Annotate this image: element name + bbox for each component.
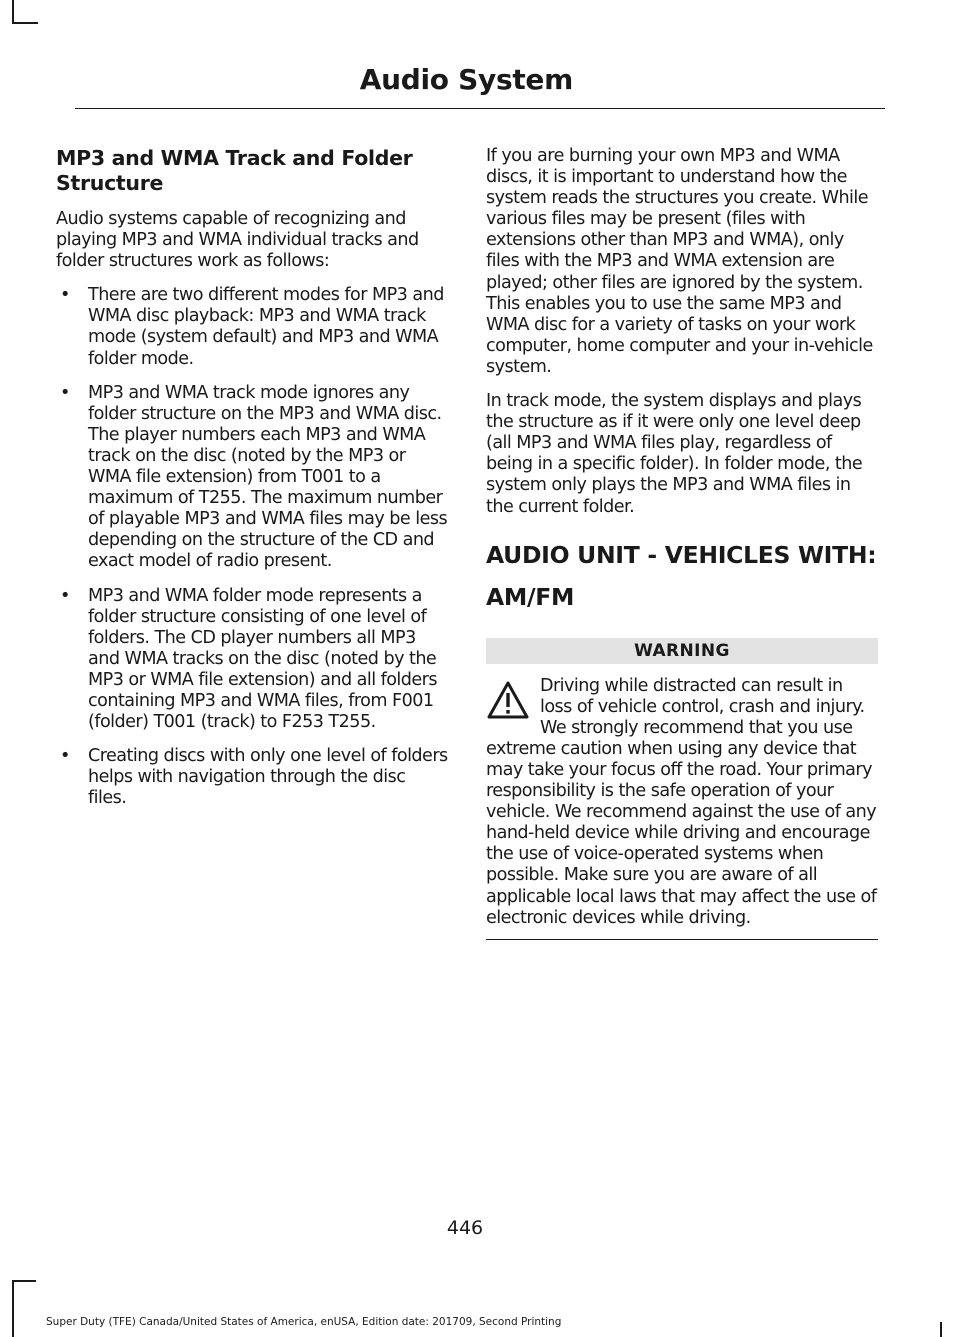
warning-triangle-icon bbox=[486, 680, 530, 720]
list-item-text: MP3 and WMA track mode ignores any folder structure on the MP3 and WMA disc. The player numbers each MP3 and WMA track on the disc (noted by the MP3 or WMA file extension) from T001 to a maximum of T255. The maximum number of playable MP3 and WMA files may be less depending on the structure of the CD and exact model of radio present. bbox=[88, 382, 448, 572]
chapter-heading-continued: AM/FM bbox=[486, 582, 575, 611]
warning-text: Driving while distracted can result in loss of vehicle control, crash and injury. We strongly recommend that you use extreme caution when using any device that may take your focus off the road. Your primary responsibility is the safe operation of your vehicle. We recommend against the use of any hand-held device while driving and encourage the use of voice-operated systems when possible. Make sure you are aware of all applicable local laws that may affect the use of electronic devices while driving. bbox=[486, 675, 877, 928]
list-item-text: Creating discs with only one level of folders helps with navigation through the disc files. bbox=[88, 746, 448, 809]
list-item bbox=[56, 746, 448, 809]
chapter-heading: AUDIO UNIT - VEHICLES WITH: bbox=[486, 540, 877, 569]
page-footer: Super Duty (TFE) Canada/United States of America, enUSA, Edition date: 201709, Second Printing bbox=[46, 1316, 562, 1328]
crop-mark bbox=[12, 1280, 14, 1337]
page-number: 446 bbox=[446, 1217, 484, 1239]
left-column bbox=[56, 146, 448, 822]
body-paragraph: In track mode, the system displays and plays the structure as if it were only one level deep (all MP3 and WMA files play, regardless of being in a specific folder). In folder mode, the system only plays the MP3 and WMA files in the current folder. bbox=[486, 391, 863, 517]
page-header bbox=[75, 60, 885, 109]
page-title: Audio System bbox=[359, 63, 573, 96]
warning-label: WARNING bbox=[486, 638, 878, 664]
warning-body bbox=[486, 676, 878, 940]
crop-mark bbox=[12, 22, 38, 24]
warning-box bbox=[486, 638, 878, 940]
crop-mark bbox=[940, 1322, 942, 1337]
list-item bbox=[56, 586, 448, 734]
section-heading: MP3 and WMA Track and Folder Structure bbox=[56, 146, 413, 195]
list-item-text: There are two different modes for MP3 and WMA disc playback: MP3 and WMA track mode (system default) and MP3 and WMA folder mode. bbox=[88, 285, 444, 369]
bullet-glyph: • bbox=[60, 285, 70, 306]
bullet-glyph: • bbox=[60, 382, 70, 403]
crop-mark bbox=[12, 1280, 36, 1282]
bullet-glyph: • bbox=[60, 585, 70, 606]
intro-paragraph: Audio systems capable of recognizing and playing MP3 and WMA individual tracks and folder structures work as follows: bbox=[56, 209, 419, 272]
bullet-glyph: • bbox=[60, 746, 70, 767]
bullet-list bbox=[56, 285, 448, 809]
right-column bbox=[486, 146, 878, 940]
list-item bbox=[56, 285, 448, 369]
body-paragraph: If you are burning your own MP3 and WMA discs, it is important to understand how the system reads the structures you create. While various files may be present (files with extensions other than MP3 and WMA), only files with the MP3 and WMA extension are played; other files are ignored by the system. This enables you to use the same MP3 and WMA disc for a variety of tasks on your work computer, home computer and your in-vehicle system. bbox=[486, 146, 873, 377]
list-item-text: MP3 and WMA folder mode represents a folder structure consisting of one level of folders. The CD player numbers all MP3 and WMA tracks on the disc (noted by the MP3 or WMA file extension) and all folders containing MP3 and WMA files, from F001 (folder) T001 (track) to F253 T255. bbox=[88, 585, 437, 733]
crop-mark bbox=[12, 0, 14, 24]
list-item bbox=[56, 383, 448, 573]
